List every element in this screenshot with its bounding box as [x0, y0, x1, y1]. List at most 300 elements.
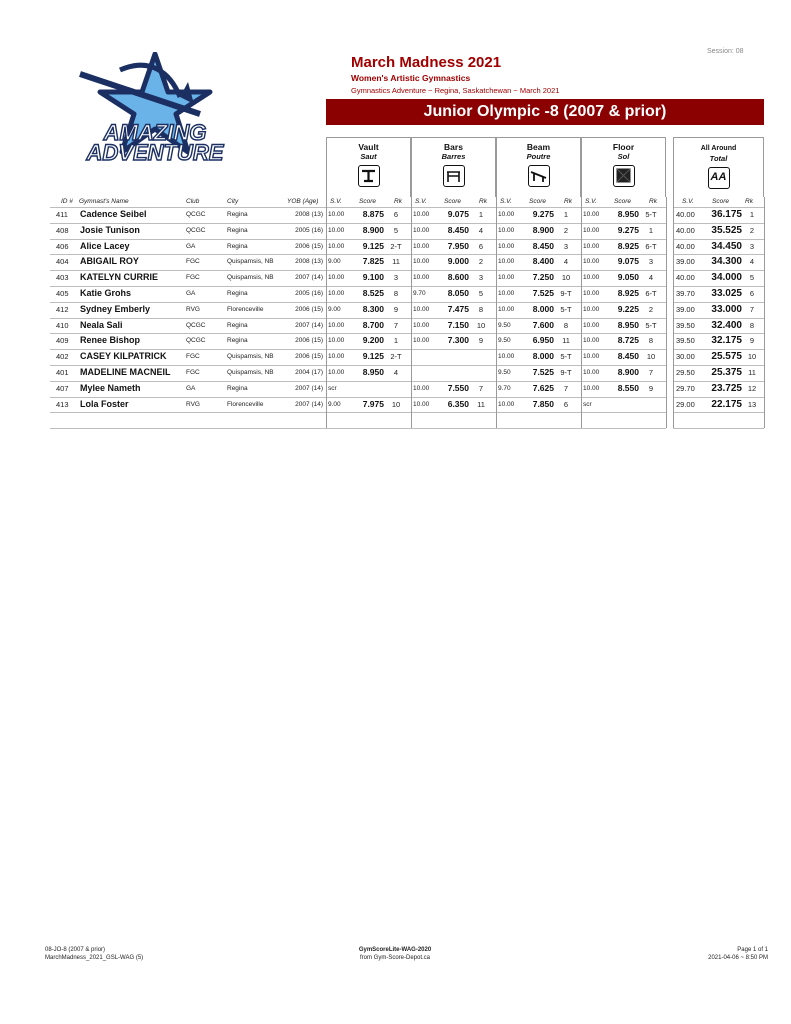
gymnast-id: 406 — [56, 241, 69, 251]
vault-sv: 9.00 — [328, 400, 341, 408]
vault-score: 7.825 — [362, 256, 384, 267]
floor-sv: scr — [583, 400, 592, 408]
beam-sv: 10.00 — [498, 353, 515, 361]
event-subname: Saut — [360, 152, 377, 161]
all-around-score: 34.300 — [711, 256, 742, 268]
all-around-rank: 8 — [749, 320, 755, 330]
row-divider — [673, 397, 764, 398]
gymnast-name: Mylee Nameth — [80, 382, 141, 393]
vault-score — [356, 381, 384, 397]
vault-rank: 3 — [393, 273, 399, 283]
gymnast-club: FGC — [186, 274, 200, 282]
floor-sv: 10.00 — [583, 258, 600, 266]
bars-icon — [443, 165, 465, 187]
gymnast-id: 404 — [56, 257, 69, 267]
table-row — [50, 270, 764, 286]
gymnast-id: 410 — [56, 320, 69, 330]
floor-rank: 1 — [648, 225, 654, 235]
vault-score: 8.700 — [362, 319, 384, 330]
footer-software: GymScoreLite-WAG-2020 — [358, 947, 432, 953]
gymnast-club: RVG — [186, 305, 200, 313]
floor-rank: 9 — [648, 383, 654, 393]
table-row — [50, 302, 764, 318]
beam-sv: 10.00 — [498, 290, 515, 297]
beam-rank: 7 — [563, 383, 569, 393]
vault-rank: 11 — [392, 257, 400, 267]
gymnast-id: 409 — [56, 336, 69, 346]
col-club: Club — [186, 198, 200, 205]
floor-rank: 8 — [648, 336, 654, 346]
gymnast-yob: 2007 (14) — [295, 274, 323, 282]
bars-sv: 9.70 — [413, 290, 426, 297]
gymnast-city: Quispamsis, NB — [227, 369, 274, 376]
vault-sv: 10.00 — [328, 321, 345, 329]
all-around-sv: 29.50 — [676, 368, 695, 377]
gymnast-club: FGC — [186, 369, 200, 376]
vault-score: 7.975 — [362, 398, 384, 409]
floor-sv: 10.00 — [583, 242, 600, 250]
level-banner: Junior Olympic -8 (2007 & prior) — [326, 99, 764, 125]
bars-sv: 10.00 — [413, 305, 430, 313]
row-divider — [673, 333, 764, 334]
vault-rank: 4 — [393, 368, 399, 377]
floor-score: 8.925 — [617, 288, 639, 298]
floor-score: 8.950 — [617, 319, 639, 330]
meet-subtitle: Women's Artistic Gymnastics — [351, 73, 471, 83]
row-divider — [50, 223, 666, 224]
floor-score: 8.950 — [617, 209, 639, 219]
vault-sv: 10.00 — [328, 274, 345, 282]
beam-sv: 10.00 — [498, 211, 515, 218]
bars-header — [411, 137, 496, 197]
bars-sv: 10.00 — [413, 337, 430, 345]
beam-rank: 6 — [563, 399, 569, 409]
table-row — [50, 381, 764, 397]
bars-sv: 10.00 — [413, 242, 430, 250]
star-logo-icon — [60, 52, 250, 167]
gymnast-club: GA — [186, 384, 196, 392]
bars-score: 7.150 — [447, 319, 469, 330]
all-around-rank: 1 — [749, 210, 755, 219]
beam-rank: 5-T — [560, 352, 572, 362]
column-divider — [326, 197, 327, 428]
vault-score: 8.525 — [362, 288, 384, 298]
bars-score: 8.600 — [447, 272, 469, 283]
gymnast-name: Neala Sali — [80, 319, 123, 330]
gymnast-id: 401 — [56, 368, 69, 377]
gymnast-club: FGC — [186, 353, 200, 361]
col-aa-sv: S.V. — [682, 198, 694, 205]
beam-icon — [528, 165, 550, 187]
row-divider — [50, 270, 666, 271]
beam-sv: 10.00 — [498, 400, 515, 408]
bars-score: 7.300 — [447, 335, 469, 346]
beam-rank: 9-T — [560, 289, 572, 298]
gymnast-id: 405 — [56, 289, 69, 298]
beam-header — [496, 137, 581, 197]
vault-header — [326, 137, 411, 197]
row-divider — [50, 397, 666, 398]
gymnast-yob: 2007 (14) — [295, 400, 323, 408]
bars-sv: 10.00 — [413, 274, 430, 282]
gymnast-yob: 2008 (13) — [295, 258, 323, 266]
bars-rank: 4 — [478, 225, 484, 235]
footer-source: from Gym-Score-Depot.ca — [359, 954, 431, 961]
floor-rank: 5-T — [645, 320, 657, 330]
beam-rank: 2 — [563, 225, 569, 235]
floor-sv: 10.00 — [583, 321, 600, 329]
gymnast-club: GA — [186, 242, 196, 250]
vault-score: 8.300 — [362, 303, 384, 314]
floor-sv: 10.00 — [583, 211, 600, 218]
floor-icon — [613, 165, 635, 187]
floor-header — [581, 137, 666, 197]
gymnast-name: Renee Bishop — [80, 335, 141, 346]
floor-score: 8.450 — [617, 351, 639, 362]
vault-rank: 7 — [393, 320, 399, 330]
all-around-rank: 5 — [749, 273, 755, 283]
all-around-sv: 39.00 — [676, 304, 695, 314]
row-divider — [673, 223, 764, 224]
beam-score: 7.525 — [532, 367, 554, 377]
gymnast-yob: 2004 (17) — [295, 369, 323, 376]
gymnast-yob: 2006 (15) — [295, 353, 323, 361]
beam-rank: 11 — [562, 336, 570, 346]
beam-rank: 9-T — [560, 368, 572, 377]
all-around-header — [673, 137, 764, 197]
beam-score: 8.000 — [532, 303, 554, 314]
footer-date: 2021-04-06 ~ 8:50 PM — [708, 954, 768, 961]
all-around-sv: 40.00 — [676, 241, 695, 251]
gymnast-id: 408 — [56, 225, 69, 235]
all-around-sv: 40.00 — [676, 273, 695, 283]
all-around-score: 23.725 — [711, 382, 742, 394]
all-around-rank: 11 — [748, 368, 756, 377]
table-row — [50, 365, 764, 381]
logo-text-line2: ADVENTURE — [86, 140, 224, 165]
row-divider — [50, 318, 666, 319]
col-gymnast: Gymnast's Name — [79, 198, 129, 205]
all-around-score: 33.025 — [711, 288, 742, 299]
all-around-rank: 9 — [749, 336, 755, 346]
gymnast-city: Regina — [227, 321, 248, 329]
gymnast-id: 411 — [56, 210, 68, 219]
vault-rank: 2-T — [390, 241, 402, 251]
col-beam-rk: Rk — [564, 198, 572, 205]
vault-rank: 9 — [393, 304, 399, 314]
col-beam-sv: S.V. — [500, 198, 512, 205]
gymnast-yob: 2007 (14) — [295, 384, 323, 392]
bars-sv: 10.00 — [413, 211, 430, 218]
all-around-icon: AA — [708, 167, 730, 189]
gymnast-city: Regina — [227, 384, 248, 392]
floor-score: 9.050 — [617, 272, 639, 283]
beam-score: 8.900 — [532, 224, 554, 235]
gymnast-club: QCGC — [186, 226, 206, 234]
col-vault-score: Score — [359, 198, 376, 205]
meet-location: Gymnastics Adventure ~ Regina, Saskatchewan ~ March 2021 — [351, 86, 560, 95]
gymnast-city: Florenceville — [227, 400, 264, 408]
row-divider — [673, 349, 764, 350]
floor-rank: 2 — [648, 304, 654, 314]
row-divider — [673, 239, 764, 240]
gymnast-yob: 2008 (13) — [295, 211, 323, 218]
beam-sv: 9.50 — [498, 321, 511, 329]
gymnast-id: 403 — [56, 273, 69, 283]
all-around-rank: 4 — [749, 257, 755, 267]
all-around-score: 25.375 — [711, 367, 742, 378]
row-divider — [50, 349, 666, 350]
col-floor-sv: S.V. — [585, 198, 597, 205]
all-around-rank: 3 — [749, 241, 755, 251]
floor-score: 8.925 — [617, 240, 639, 251]
beam-score: 7.250 — [532, 272, 554, 283]
column-divider — [496, 197, 497, 428]
floor-rank: 3 — [648, 257, 654, 267]
footer-left — [45, 947, 143, 962]
vault-rank: 8 — [393, 289, 399, 298]
row-divider — [673, 318, 764, 319]
row-divider — [673, 207, 764, 208]
beam-rank: 4 — [563, 257, 569, 267]
vault-score: 9.125 — [362, 351, 384, 362]
bars-rank — [471, 365, 491, 381]
gymnast-name: Alice Lacey — [80, 240, 130, 251]
col-floor-score: Score — [614, 198, 631, 205]
bars-score: 8.450 — [447, 224, 469, 235]
bars-score — [441, 365, 469, 381]
column-divider — [673, 197, 674, 428]
vault-sv: 10.00 — [328, 337, 345, 345]
bars-sv: 10.00 — [413, 258, 430, 266]
beam-rank: 5-T — [560, 304, 572, 314]
vault-sv: 9.00 — [328, 305, 341, 313]
footer-page: Page 1 of 1 — [737, 947, 768, 953]
bars-sv: 10.00 — [413, 321, 430, 329]
row-divider — [673, 365, 764, 366]
all-around-score: 25.575 — [711, 351, 742, 363]
all-around-sv: 39.00 — [676, 257, 695, 267]
event-subname: Poutre — [526, 152, 551, 161]
vault-rank — [386, 381, 406, 397]
event-name: Vault — [358, 142, 379, 152]
vault-icon — [358, 165, 380, 187]
row-divider — [673, 254, 764, 255]
beam-score: 7.850 — [532, 398, 554, 409]
event-subname: Barres — [441, 152, 466, 161]
vault-score: 8.950 — [362, 367, 384, 377]
bars-sv: 10.00 — [413, 226, 430, 234]
beam-rank: 10 — [561, 273, 571, 283]
vault-rank: 10 — [391, 399, 401, 409]
row-divider — [50, 428, 666, 429]
event-name: Beam — [526, 142, 551, 152]
bars-rank: 9 — [478, 336, 484, 346]
all-around-rank: 12 — [747, 383, 757, 393]
all-around-score: 32.175 — [711, 335, 742, 347]
bars-rank: 6 — [478, 241, 484, 251]
all-around-sv: 29.70 — [676, 383, 695, 393]
floor-score: 9.275 — [617, 224, 639, 235]
bars-rank: 11 — [477, 399, 485, 409]
floor-sv: 10.00 — [583, 305, 600, 313]
floor-sv: 10.00 — [583, 226, 600, 234]
floor-sv: 10.00 — [583, 274, 600, 282]
row-divider — [50, 207, 666, 208]
all-around-sv: 29.00 — [676, 399, 695, 409]
footer-center — [340, 947, 450, 962]
gymnast-club: QCGC — [186, 211, 206, 218]
floor-score: 9.075 — [617, 256, 639, 267]
gymnast-city: Regina — [227, 211, 248, 218]
bars-rank: 5 — [478, 289, 484, 298]
all-around-rank: 7 — [749, 304, 755, 314]
gymnast-club: FGC — [186, 258, 200, 266]
floor-rank: 5-T — [645, 210, 657, 219]
floor-score: 9.225 — [617, 303, 639, 314]
col-bars-sv: S.V. — [415, 198, 427, 205]
all-around-title: All Around — [700, 145, 737, 152]
vault-sv: 10.00 — [328, 369, 345, 376]
floor-rank: 4 — [648, 273, 654, 283]
beam-sv: 9.50 — [498, 337, 511, 345]
gymnast-yob: 2005 (16) — [295, 226, 323, 234]
bars-score: 7.475 — [447, 303, 469, 314]
bars-sv: 10.00 — [413, 384, 430, 392]
gymnast-city: Regina — [227, 337, 248, 345]
beam-score: 8.450 — [532, 240, 554, 251]
vault-sv: 10.00 — [328, 226, 345, 234]
vault-sv: 9.00 — [328, 258, 341, 266]
all-around-sv: 40.00 — [676, 210, 695, 219]
vault-sv: scr — [328, 384, 337, 392]
gymnast-id: 413 — [56, 399, 69, 409]
event-name: Floor — [612, 142, 635, 152]
table-row — [50, 397, 764, 413]
gymnast-club: QCGC — [186, 321, 206, 329]
floor-sv: 10.00 — [583, 353, 600, 361]
bars-score: 7.950 — [447, 240, 469, 251]
gymnast-yob: 2005 (16) — [295, 290, 323, 297]
floor-rank: 6-T — [645, 289, 657, 298]
vault-score: 8.900 — [362, 224, 384, 235]
all-around-score: 35.525 — [711, 224, 742, 236]
gymnast-name: Sydney Emberly — [80, 303, 151, 314]
all-around-score: 34.000 — [711, 272, 742, 284]
floor-sv: 10.00 — [583, 290, 600, 297]
beam-score: 6.950 — [532, 335, 554, 346]
gymnast-name: CASEY KILPATRICK — [80, 351, 167, 362]
row-divider — [673, 381, 764, 382]
table-row — [50, 333, 764, 349]
beam-sv: 10.00 — [498, 258, 515, 266]
bars-rank: 3 — [478, 273, 484, 283]
bars-rank: 1 — [478, 210, 484, 219]
gymnast-name: ABIGAIL ROY — [80, 256, 139, 267]
beam-score: 9.275 — [532, 209, 554, 219]
table-row — [50, 349, 764, 365]
gymnast-city: Regina — [227, 226, 248, 234]
row-divider — [50, 286, 666, 287]
beam-sv: 9.50 — [498, 369, 511, 376]
footer-file: MarchMadness_2021_GSL-WAG (5) — [45, 954, 144, 961]
gymnast-id: 412 — [56, 304, 69, 314]
session-label: Session: 08 — [707, 48, 744, 55]
vault-sv: 10.00 — [328, 242, 345, 250]
table-row — [50, 207, 764, 223]
vault-sv: 10.00 — [328, 353, 345, 361]
gymnast-city: Regina — [227, 242, 248, 250]
col-aa-score: Score — [712, 198, 729, 205]
bars-sv: 10.00 — [413, 400, 430, 408]
gymnast-club: GA — [186, 290, 196, 297]
bars-rank — [471, 349, 491, 365]
bars-score — [441, 349, 469, 365]
all-around-sv: 39.50 — [676, 336, 695, 346]
row-divider — [673, 286, 764, 287]
table-row — [50, 254, 764, 270]
beam-score: 8.000 — [532, 351, 554, 362]
bars-rank: 7 — [478, 383, 484, 393]
bars-score: 8.050 — [447, 288, 469, 298]
logo-text-line1: AMAZING — [103, 120, 207, 145]
beam-sv: 10.00 — [498, 274, 515, 282]
gymnast-id: 402 — [56, 352, 69, 362]
beam-rank: 3 — [563, 241, 569, 251]
gymnast-name: MADELINE MACNEIL — [80, 367, 171, 377]
gymnast-yob: 2006 (15) — [295, 242, 323, 250]
event-name: Bars — [444, 142, 463, 152]
bars-score: 7.550 — [447, 382, 469, 393]
bars-score: 9.075 — [447, 209, 469, 219]
gymnast-yob: 2006 (15) — [295, 305, 323, 313]
table-row — [50, 223, 764, 239]
beam-score: 7.625 — [532, 382, 554, 393]
all-around-score: 22.175 — [711, 398, 742, 410]
all-around-sv: 39.50 — [676, 320, 695, 330]
col-id: ID # — [61, 198, 73, 205]
floor-rank — [641, 397, 661, 413]
row-divider — [673, 302, 764, 303]
col-yob: YOB (Age) — [287, 198, 319, 205]
col-bars-score: Score — [444, 198, 461, 205]
bars-rank: 8 — [478, 304, 484, 314]
event-subname: Sol — [617, 152, 630, 161]
beam-sv: 10.00 — [498, 305, 515, 313]
vault-score: 9.125 — [362, 240, 384, 251]
col-vault-rk: Rk — [394, 198, 402, 205]
table-row — [50, 239, 764, 255]
floor-score — [611, 397, 639, 413]
beam-sv: 10.00 — [498, 242, 515, 250]
footer-right — [660, 947, 768, 962]
bars-rank: 2 — [478, 257, 484, 267]
gymnast-id: 407 — [56, 383, 69, 393]
floor-rank: 6-T — [645, 241, 657, 251]
bars-score: 9.000 — [447, 256, 469, 267]
amazing-adventure-logo — [60, 52, 250, 167]
floor-sv: 10.00 — [583, 369, 600, 376]
vault-sv: 10.00 — [328, 211, 345, 218]
gymnast-name: KATELYN CURRIE — [80, 272, 159, 283]
gymnast-city: Quispamsis, NB — [227, 274, 274, 282]
vault-rank: 2-T — [390, 352, 402, 362]
gymnast-yob: 2007 (14) — [295, 321, 323, 329]
all-around-score: 34.450 — [711, 240, 742, 252]
all-around-score: 36.175 — [711, 209, 742, 220]
col-floor-rk: Rk — [649, 198, 657, 205]
all-around-rank: 2 — [749, 225, 755, 235]
